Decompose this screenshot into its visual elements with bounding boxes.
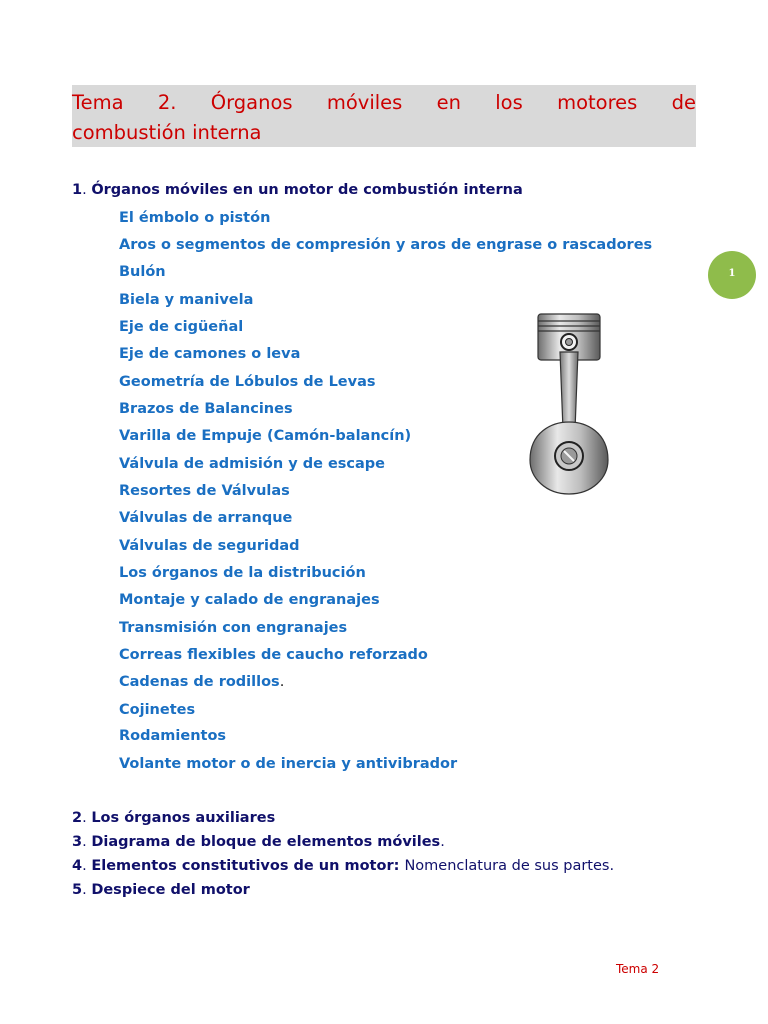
list-item: Aros o segmentos de compresión y aros de engrase o rascadores [119,237,653,253]
list-item: Eje de cigüeñal [119,319,244,335]
list-item: Cojinetes [119,702,196,718]
list-item: Los órganos de la distribución [119,565,366,581]
list-item: Correas flexibles de caucho reforzado [119,647,428,663]
list-item: Montaje y calado de engranajes [119,592,380,608]
section-3-heading: 3. Diagrama de bloque de elementos móviles. [72,834,445,850]
list-item: El émbolo o pistón [119,210,271,226]
section-1-number: 1 [72,182,83,198]
section-2-heading: 2. Los órganos auxiliares [72,810,276,826]
document-title-line-1: Tema 2. Órganos móviles en los motores de [72,91,696,114]
list-item: Rodamientos [119,728,227,744]
list-item: Válvulas de seguridad [119,538,300,554]
list-item: Resortes de Válvulas [119,483,290,499]
list-item: Bulón [119,264,166,280]
list-item: Transmisión con engranajes [119,620,348,636]
list-item: Biela y manivela [119,292,254,308]
section-1-title: Órganos móviles en un motor de combustión interna [91,182,523,198]
list-item: Brazos de Balancines [119,401,293,417]
footer-label: Tema 2 [616,962,660,976]
list-item-text: Cadenas de rodillos [119,674,280,690]
piston-illustration [522,310,616,500]
list-item: Eje de camones o leva [119,346,301,362]
page-number-badge: 1 [708,251,756,299]
list-item: Volante motor o de inercia y antivibrador [119,756,458,772]
list-item: Cadenas de rodillos. [119,674,285,690]
list-item: Geometría de Lóbulos de Levas [119,374,376,390]
section-1-heading: 1. Órganos móviles en un motor de combustión interna [72,182,523,198]
section-5-heading: 5. Despiece del motor [72,882,250,898]
section-4-heading: 4. Elementos constitutivos de un motor: Nomenclatura de sus partes. [72,858,615,874]
list-item: Válvula de admisión y de escape [119,456,386,472]
list-item: Válvulas de arranque [119,510,293,526]
list-item: Varilla de Empuje (Camón-balancín) [119,428,412,444]
document-title-line-2: combustión interna [72,121,262,144]
